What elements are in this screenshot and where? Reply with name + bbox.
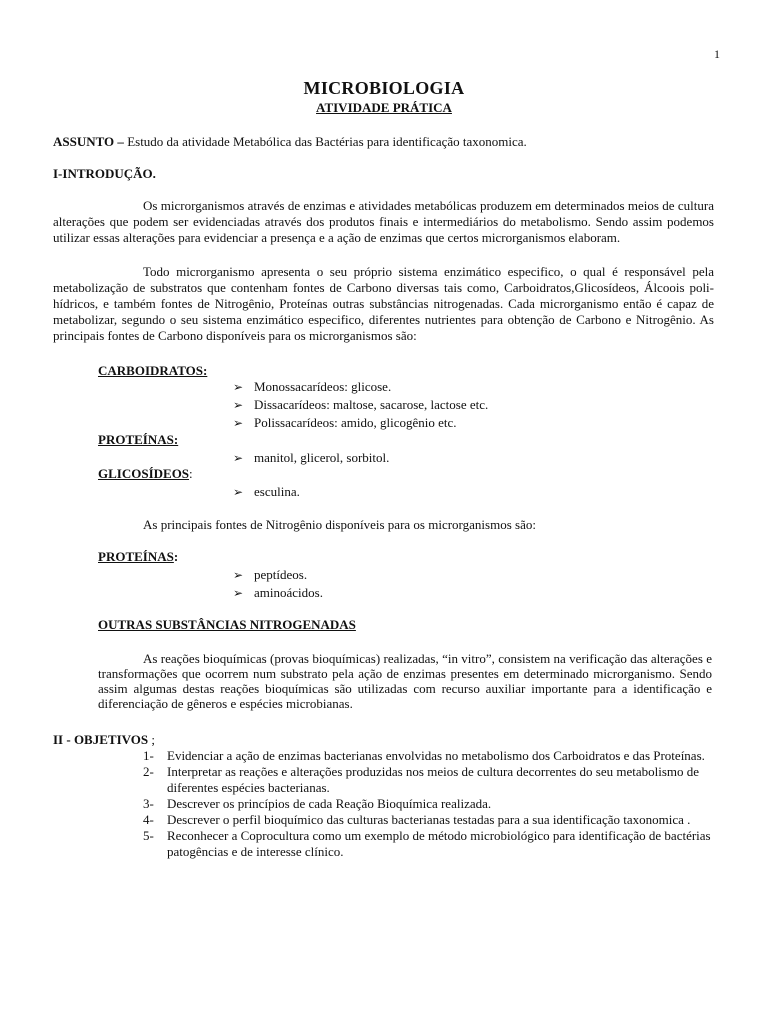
outras-substancias-heading: OUTRAS SUBSTÂNCIAS NITROGENADAS [98,617,356,632]
arrow-bullet-icon: ➢ [233,451,244,465]
list-item: ➢ manitol, glicerol, sorbitol. [233,450,390,465]
document-title: MICROBIOLOGIA [303,78,465,98]
subject-line [53,134,733,150]
list-item: ➢ esculina. [233,484,300,499]
carboidratos-list [233,378,488,432]
arrow-bullet-icon: ➢ [233,485,244,499]
intro-heading: I-INTRODUÇÃO. [53,166,156,181]
list-item: ➢ Dissacarídeos: maltose, sacarose, lactose etc. [233,397,489,412]
intro-p1-text: Os microrganismos através de enzimas e atividades metabólicas produzem em determinados meios de cultura alterações que podem ser evidenciadas através dos produtos finais e intermediários do metabolismo. Sendo assim podemos utilizar essas alterações para evidenciar a presença e a ação de enzimas que certos microrganismos elaboram. [53,198,714,245]
list-item: ➢ aminoácidos. [233,585,323,600]
nitrogen-intro: As principais fontes de Nitrogênio disponíveis para os microrganismos são: [143,517,536,532]
list-item: 1- Evidenciar a ação de enzimas bacterianas envolvidas no metabolismo dos Carboidratos e das Proteínas. [143,748,705,763]
list-item: 2- Interpretar as reações e alterações produzidas nos meios de cultura decorrentes do seu metabolismo de diferentes espécies bacterianas. [143,764,700,795]
proteinas-carbon-list [233,449,389,467]
arrow-bullet-icon: ➢ [233,398,244,412]
arrow-bullet-icon: ➢ [233,586,244,600]
document-subtitle: ATIVIDADE PRÁTICA [316,100,452,115]
subject-text: Estudo da atividade Metabólica das Bactérias para identificação taxonomica. [123,134,527,149]
arrow-bullet-icon: ➢ [233,416,244,430]
intro-p2-text: Todo microrganismo apresenta o seu próprio sistema enzimático especifico, o qual é responsável pela metabolização de substratos que contenham fontes de Carbono diversas tais como, Carboidratos,Glicosídeos, Álcoois poli-hídricos, e também fontes de Nitrogênio, Proteínas outras substâncias nitrogenadas. Cada microrganismo então é capaz de metabolizar, segundo o seu sistema enzimático especifico, diferentes nutrientes para obtenção de Carbono e Nitrogênio. As principais fontes de Carbono disponíveis para os microrganismos são: [53,264,714,343]
subject-label: ASSUNTO – [53,134,124,149]
objetivos-heading: II - OBJETIVOS ; [53,732,155,747]
list-item: ➢ Monossacarídeos: glicose. [233,379,392,394]
page-number: 1 [714,47,720,61]
intro-paragraph-2 [53,264,714,344]
proteinas-heading: PROTEÍNAS: [98,432,179,447]
glicosideos-heading: GLICOSÍDEOS: [98,466,193,481]
proteinas-nitrogen-list [233,566,323,602]
list-item: 3- Descrever os princípios de cada Reação Bioquímica realizada. [143,796,492,811]
glicosideos-list [233,483,300,501]
intro-paragraph-1 [53,198,714,246]
list-item: 5- Reconhecer a Coprocultura como um exemplo de método microbiológico para identificação de bactérias patogências e de interesse clínico. [143,828,711,859]
proteinas-nitrogen-heading: PROTEÍNAS: [98,549,179,564]
list-item: 4- Descrever o perfil bioquímico das culturas bacterianas testadas para a sua identificação taxonomica . [143,812,691,827]
arrow-bullet-icon: ➢ [233,568,244,582]
list-item: ➢ Polissacarídeos: amido, glicogênio etc. [233,415,457,430]
bioquimicas-paragraph: As reações bioquímicas (provas bioquímicas) realizadas, “in vitro”, consistem na verificação das alterações e transformações que ocorrem num substrato pela ação de enzimas presentes em determinado microrganismo. Sendo assim algumas destas reações bioquímicas são utilizadas com recurso auxiliar importante para a identificação e diferenciação de gêneros e espécies microbianas. [98,651,712,711]
carboidratos-heading: CARBOIDRATOS: [98,363,208,378]
list-item: ➢ peptídeos. [233,567,308,582]
objetivos-list [143,748,733,860]
arrow-bullet-icon: ➢ [233,380,244,394]
